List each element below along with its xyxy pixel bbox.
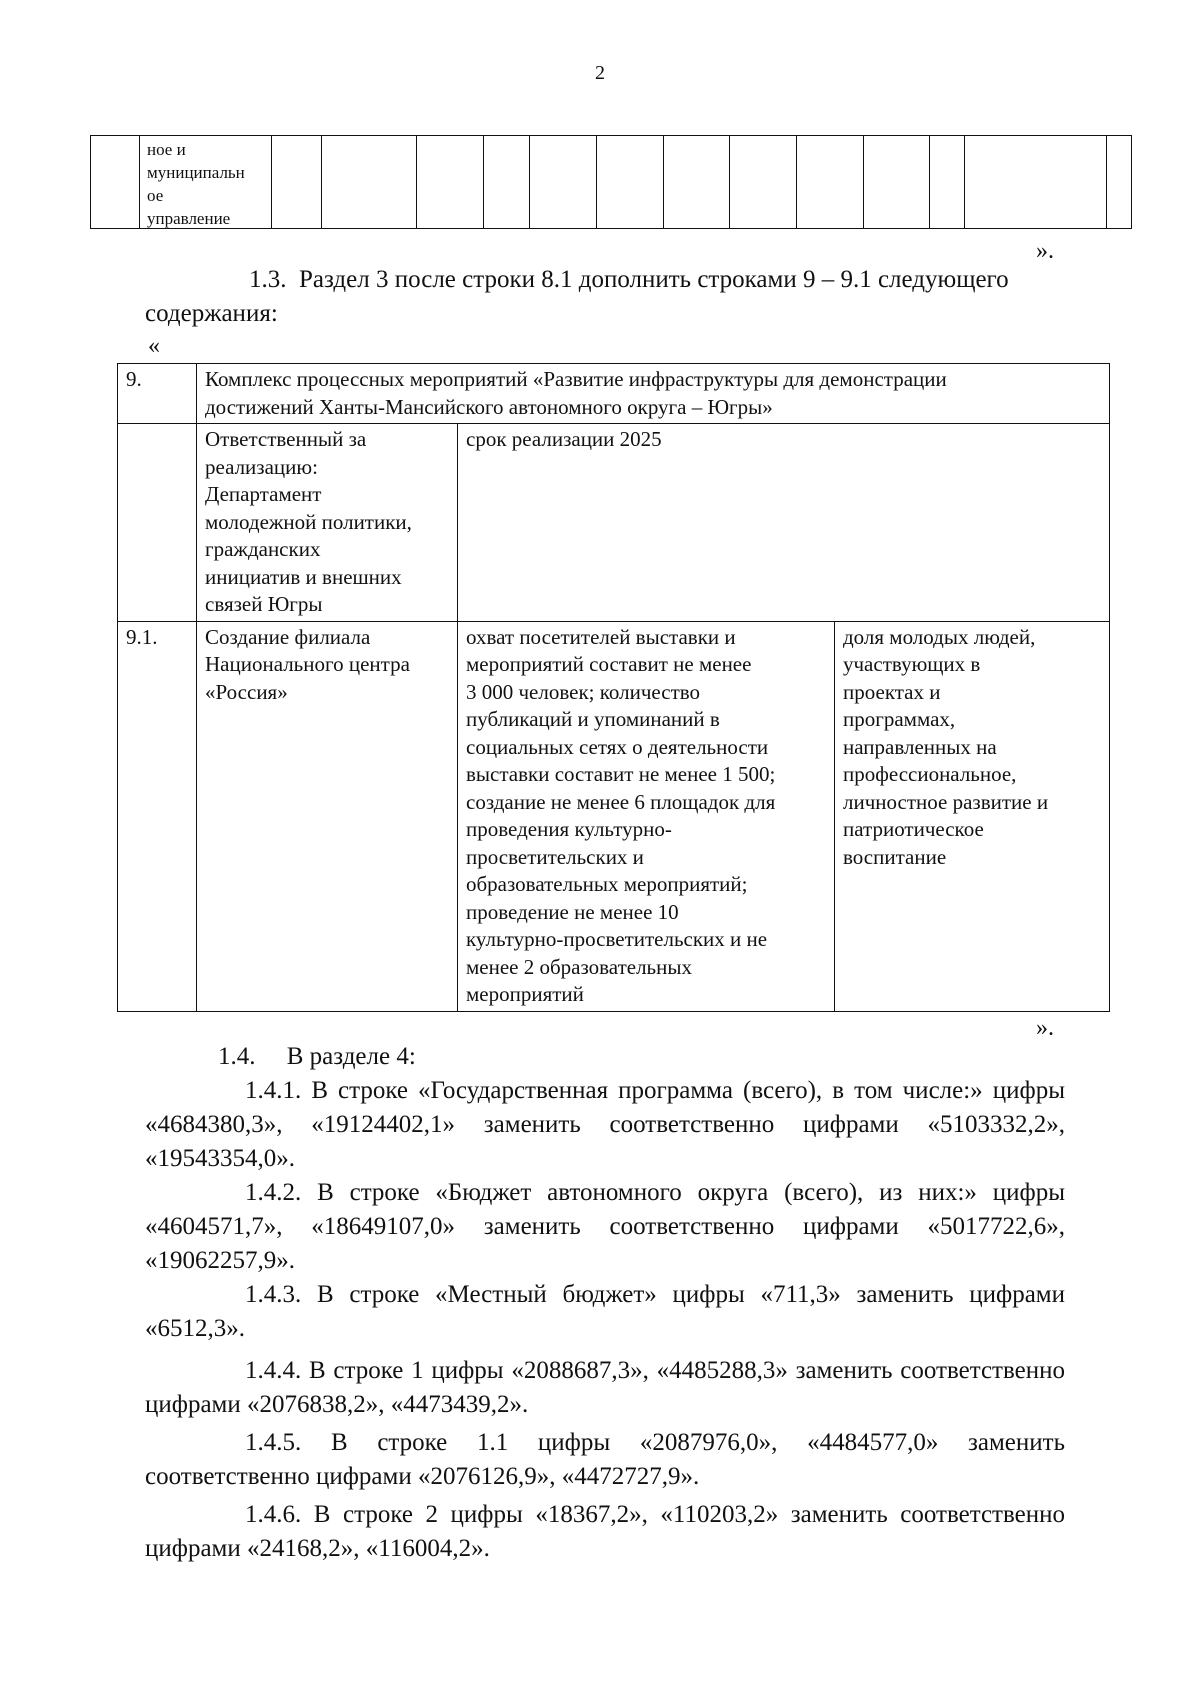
table-divider [416,136,417,228]
text-line: связей Югры [205,592,323,616]
text-line: мероприятий [466,982,584,1006]
section-text: В разделе 4: [286,1043,416,1070]
section-1-3 [145,263,1065,331]
indicator-cell [835,621,1110,1011]
text-line: личностное развитие и [843,789,1049,814]
row-number: 9. [118,364,197,424]
table-divider [321,136,322,228]
text-line: участвующих в [843,652,981,676]
section-1-4 [145,1040,1065,1566]
text-line: профессиональное, [843,762,1017,786]
result-cell [458,621,835,1011]
text-line: просветительских и [466,844,644,869]
table-divider [483,136,484,228]
text-line: достижений Ханты-Мансийского автономного округа – Югры» [205,394,773,419]
table-row [118,621,1110,1011]
table-cell-text [147,138,267,230]
text-line: молодежной политики, [205,509,412,534]
previous-table-fragment [90,135,1132,229]
text-line: менее 2 образовательных [466,954,692,979]
text-line: создание не менее 6 площадок для [466,789,776,814]
empty-cell [118,424,197,622]
text-line: публикаций и упоминаний в [466,707,720,731]
text-line: 3 000 человек; количество [466,679,701,704]
closing-quote: ». [1036,1015,1054,1041]
opening-quote: « [148,333,160,359]
table-row [118,364,1110,424]
text-line: муниципальн [147,163,245,182]
text-line: Ответственный за [205,427,367,451]
text-line: доля молодых людей, [843,624,1036,649]
paragraph-1-4-5: 1.4.5. В строке 1.1 цифры «2087976,0», «4484577,0» заменить соответственно цифрами «2076126,9», «4472727,9». [145,1429,1065,1490]
text-line: патриотическое [843,817,984,841]
text-line: Создание филиала [205,624,371,649]
text-line: мероприятий составит не менее [466,652,752,676]
text-line: охват посетителей выставки и [466,624,736,649]
text-line: Национального центра [205,652,410,676]
responsible-cell [197,424,458,622]
text-line: направленных на [843,734,997,759]
text-line: проведения культурно- [466,817,672,841]
text-line: «Россия» [205,679,288,704]
text-line: проектах и [843,679,941,704]
text-line: гражданских [205,537,321,561]
table-divider [529,136,530,228]
text-line: Комплекс процессных мероприятий «Развитие инфраструктуры для демонстрации [205,367,947,391]
table-divider [796,136,797,228]
closing-quote: ». [1036,238,1054,264]
text-line: социальных сетях о деятельности [466,734,769,759]
section-text: Раздел 3 после строки 8.1 дополнить строками 9 – 9.1 следующего [299,266,1009,293]
text-line: инициатив и внешних [205,564,402,589]
table-divider [1106,136,1107,228]
term-cell: срок реализации 2025 [458,424,1110,622]
section-heading [145,1040,1065,1074]
row-number: 9.1. [118,621,197,1011]
text-line: образовательных мероприятий; [466,872,748,896]
text-line: ое [147,186,164,205]
text-line: управление [147,209,231,228]
table-divider [596,136,597,228]
measure-name-cell [197,621,458,1011]
section-label: 1.3. [249,266,287,293]
table-divider [271,136,272,228]
page-number: 2 [595,62,605,84]
text-line: проведение не менее 10 [466,899,679,924]
text-line: культурно-просветительских и не [466,927,768,951]
paragraph-1-4-4: 1.4.4. В строке 1 цифры «2088687,3», «4485288,3» заменить соответственно цифрами «2076838,2», «4473439,2». [145,1357,1065,1418]
paragraph-1-4-1: 1.4.1. В строке «Государственная программа (всего), в том числе:» цифры «4684380,3», «19124402,1» заменить соответственно цифрами «5103332,2», «19543354,0». [145,1077,1065,1172]
section-text-cont: содержания: [145,300,278,327]
table-divider [964,136,965,228]
text-line: воспитание [843,844,947,869]
table-divider [729,136,730,228]
paragraph-1-4-3: 1.4.3. В строке «Местный бюджет» цифры «711,3» заменить цифрами «6512,3». [145,1281,1065,1342]
text-line: Департамент [205,482,322,506]
table-row [118,424,1110,622]
table-divider [663,136,664,228]
text-line: реализацию: [205,454,318,479]
text-line: ное и [147,140,186,159]
paragraph-1-4-2: 1.4.2. В строке «Бюджет автономного округа (всего), из них:» цифры «4604571,7», «18649107,0» заменить соответственно цифрами «5017722,6», «19062257,9». [145,1179,1065,1274]
complex-title [197,364,1110,424]
table-divider [863,136,864,228]
section-label: 1.4. [218,1043,256,1070]
paragraph-1-4-6: 1.4.6. В строке 2 цифры «18367,2», «110203,2» заменить соответственно цифрами «24168,2», «116004,2». [145,1501,1065,1562]
table-divider [929,136,930,228]
table-divider [139,136,140,228]
program-table [117,363,1110,1012]
text-line: выставки составит не менее 1 500; [466,762,776,786]
text-line: программах, [843,707,956,731]
